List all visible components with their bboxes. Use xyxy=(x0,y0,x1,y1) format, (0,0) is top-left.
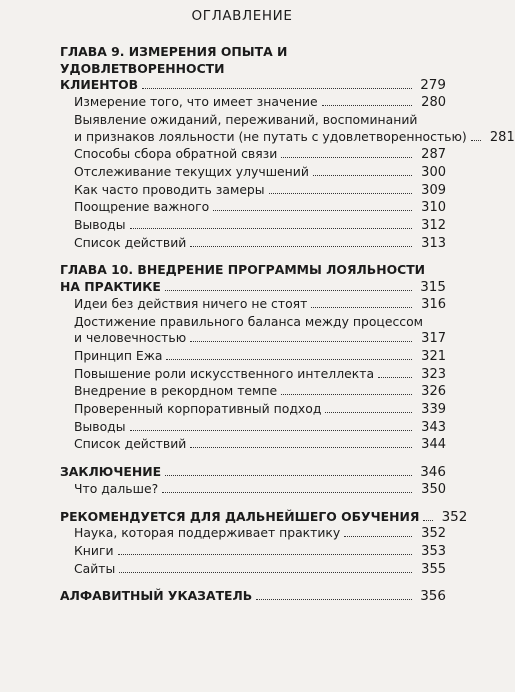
toc-section-entry xyxy=(60,199,446,217)
dot-leader xyxy=(130,430,412,431)
toc-entry-title-line: Выводы xyxy=(74,418,126,434)
toc-entry-title-line: Список действий xyxy=(74,234,187,250)
dot-leader xyxy=(190,246,412,247)
toc-page-number: 281 xyxy=(489,129,515,145)
toc-section-entry xyxy=(60,296,446,314)
dot-leader xyxy=(165,475,412,476)
toc-page-number: 279 xyxy=(420,77,446,94)
toc-section-entry xyxy=(60,348,446,366)
toc-entry-title-line: Сайты xyxy=(74,560,116,576)
toc-entry-title-line: ЗАКЛЮЧЕНИЕ xyxy=(60,464,162,480)
toc-page-number: 355 xyxy=(421,561,446,577)
toc-entry-title-line: и человечностью xyxy=(74,330,187,346)
toc-entry-title-line: Измерение того, что имеет значение xyxy=(74,94,318,110)
dot-leader xyxy=(311,307,412,308)
toc-entry-title-line: Способы сбора обратной связи xyxy=(74,146,278,162)
toc-page-number: 339 xyxy=(421,402,446,418)
toc-section-entry xyxy=(60,401,446,419)
toc-entry-title-line: Поощрение важного xyxy=(74,199,210,215)
toc-entry-title-line: ГЛАВА 9. ИЗМЕРЕНИЯ ОПЫТА И УДОВЛЕТВОРЕННОСТИ xyxy=(60,44,288,76)
toc-page-number: 346 xyxy=(420,464,446,481)
table-of-contents xyxy=(60,44,515,605)
toc-section-entry xyxy=(60,561,446,579)
toc-section-entry xyxy=(60,436,446,454)
toc-entry-title-line: Внедрение в рекордном темпе xyxy=(74,383,278,399)
toc-section-entry xyxy=(60,366,446,384)
running-head: ОГЛАВЛЕНИЕ xyxy=(191,8,293,24)
dot-leader xyxy=(118,554,412,555)
dot-leader xyxy=(313,175,412,176)
dot-leader xyxy=(162,492,412,493)
toc-section-entry xyxy=(60,111,515,146)
toc-section-entry xyxy=(60,314,446,348)
toc-section-entry xyxy=(60,419,446,437)
toc-section-entry xyxy=(60,383,446,401)
toc-page-number: 287 xyxy=(421,147,446,163)
dot-leader xyxy=(344,536,412,537)
toc-section-entry xyxy=(60,182,446,200)
toc-entry-title-line: Список действий xyxy=(74,436,187,452)
toc-page-number: 321 xyxy=(421,348,446,364)
dot-leader xyxy=(378,377,412,378)
toc-page-number: 309 xyxy=(421,182,446,198)
toc-section-entry xyxy=(60,525,446,543)
dot-leader xyxy=(213,210,412,211)
toc-chapter-entry xyxy=(60,44,446,94)
toc-entry-title-line: Выявление ожиданий, переживаний, воспоминаний xyxy=(74,111,418,127)
dot-leader xyxy=(325,412,412,413)
toc-chapter-entry xyxy=(60,508,468,526)
toc-page-number: 352 xyxy=(441,508,468,525)
toc-page-number: 344 xyxy=(421,437,446,453)
toc-chapter-entry xyxy=(60,588,446,605)
toc-section-entry xyxy=(60,543,446,561)
toc-entry-title-line: Как часто проводить замеры xyxy=(74,181,265,197)
toc-entry-title-line: Повышение роли искусственного интеллекта xyxy=(74,365,375,381)
toc-entry-title-line: Достижение правильного баланса между процессом xyxy=(74,313,424,329)
toc-chapter-entry xyxy=(60,262,446,295)
dot-leader xyxy=(166,359,412,360)
toc-entry-title-line: Идеи без действия ничего не стоят xyxy=(74,295,308,311)
toc-entry-title-line: ГЛАВА 10. ВНЕДРЕНИЕ ПРОГРАММЫ ЛОЯЛЬНОСТИ xyxy=(60,262,426,278)
dot-leader xyxy=(281,394,412,395)
toc-page-number: 310 xyxy=(421,200,446,216)
toc-section-entry xyxy=(60,481,446,499)
toc-page-number: 313 xyxy=(421,235,446,251)
toc-page-number: 323 xyxy=(421,366,446,382)
dot-leader xyxy=(190,447,412,448)
toc-section-entry xyxy=(60,217,446,235)
toc-page-number: 280 xyxy=(421,95,446,111)
toc-page-number: 353 xyxy=(421,543,446,559)
toc-page-number: 326 xyxy=(421,384,446,400)
toc-entry-title-line: РЕКОМЕНДУЕТСЯ ДЛЯ ДАЛЬНЕЙШЕГО ОБУЧЕНИЯ xyxy=(60,508,420,524)
toc-section-entry xyxy=(60,146,446,164)
toc-page-number: 312 xyxy=(421,218,446,234)
toc-entry-title-line: и признаков лояльности (не путать с удовлетворенностью) xyxy=(74,128,467,144)
dot-leader xyxy=(165,290,412,291)
toc-page-number: 352 xyxy=(421,526,446,542)
dot-leader xyxy=(471,140,481,141)
toc-section-entry xyxy=(60,94,446,112)
toc-page-number: 317 xyxy=(421,331,446,347)
toc-page-number: 356 xyxy=(420,588,446,605)
toc-page-number: 300 xyxy=(421,164,446,180)
toc-entry-title-line: Что дальше? xyxy=(74,480,159,496)
toc-entry-title-line: НА ПРАКТИКЕ xyxy=(60,279,161,295)
dot-leader xyxy=(256,599,412,600)
toc-page-number: 315 xyxy=(420,279,446,296)
dot-leader xyxy=(281,157,412,158)
dot-leader xyxy=(269,193,412,194)
dot-leader xyxy=(119,572,412,573)
dot-leader xyxy=(130,228,412,229)
dot-leader xyxy=(142,88,412,89)
dot-leader xyxy=(190,341,412,342)
toc-section-entry xyxy=(60,164,446,182)
dot-leader xyxy=(423,520,433,521)
toc-entry-title-line: Принцип Ежа xyxy=(74,347,163,363)
toc-entry-title-line: Выводы xyxy=(74,217,126,233)
toc-section-entry xyxy=(60,235,446,253)
toc-page-number: 343 xyxy=(421,419,446,435)
toc-chapter-entry xyxy=(60,464,446,481)
toc-entry-title-line: Наука, которая поддерживает практику xyxy=(74,525,341,541)
toc-page-number: 350 xyxy=(421,481,446,497)
dot-leader xyxy=(322,105,412,106)
toc-entry-title-line: Проверенный корпоративный подход xyxy=(74,401,322,417)
toc-entry-title-line: Отслеживание текущих улучшений xyxy=(74,163,309,179)
toc-entry-title-line: АЛФАВИТНЫЙ УКАЗАТЕЛЬ xyxy=(60,588,253,604)
toc-page-number: 316 xyxy=(421,296,446,312)
toc-entry-title-line: Книги xyxy=(74,542,114,558)
toc-entry-title-line: КЛИЕНТОВ xyxy=(60,77,139,93)
